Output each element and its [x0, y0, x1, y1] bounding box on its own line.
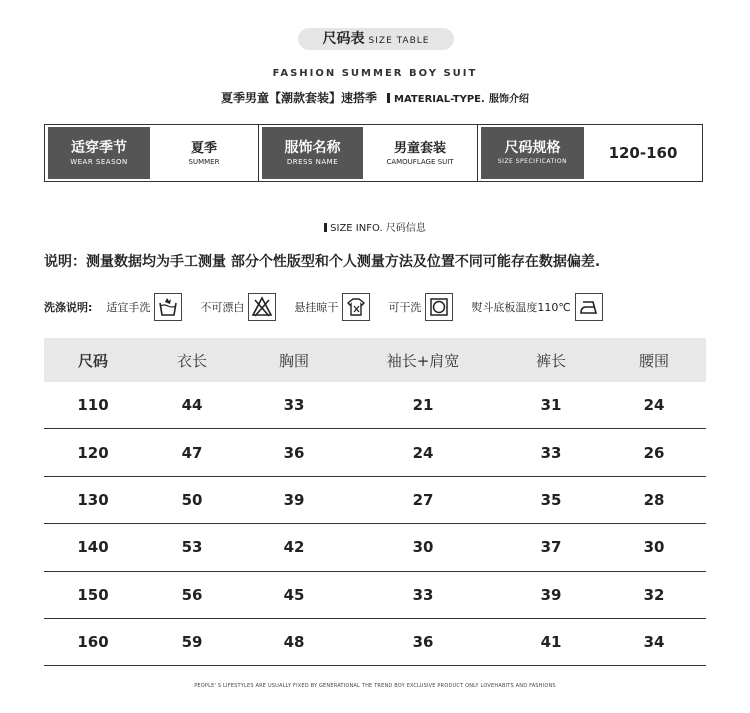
size-spec-value [584, 127, 702, 179]
wash-title: 洗涤说明: [44, 301, 93, 314]
size-table [44, 338, 706, 666]
hang-dry-icon [342, 293, 370, 321]
header-chest: 胸围 [278, 351, 309, 370]
material-type-label: MATERIAL-TYPE. [394, 94, 485, 105]
header-pants-length: 裤长 [535, 351, 566, 370]
cell-pants-length: 37 [540, 538, 562, 557]
season-value-cn: 夏季 [190, 140, 217, 156]
hand-wash-icon [154, 293, 182, 321]
product-title-line [0, 89, 750, 106]
cell-pants-length: 33 [540, 443, 562, 462]
no-bleach-icon [248, 293, 276, 321]
cell-size: 140 [77, 538, 109, 557]
product-title-en: FASHION SUMMER BOY SUIT [272, 68, 478, 79]
size-range: 120-160 [608, 143, 678, 162]
cell-pants-length: 39 [540, 585, 562, 604]
cell-chest: 36 [283, 443, 305, 462]
cell-waist: 24 [643, 396, 665, 415]
dry-clean-icon [425, 293, 453, 321]
measurement-note: 说明：测量数据均为手工测量 部分个性版型和个人测量方法及位置不同可能存在数据偏差. [44, 254, 601, 270]
cell-size: 120 [77, 443, 109, 462]
cell-pants-length: 41 [540, 633, 562, 652]
cell-size: 150 [77, 585, 109, 604]
wash-label-no-bleach: 不可漂白 [200, 301, 245, 314]
size-info-heading [0, 219, 750, 234]
cell-chest: 42 [283, 538, 305, 557]
cell-waist: 32 [643, 585, 665, 604]
footer-tagline: PEOPLE' S LIFESTYLES ARE USUALLY FIXED BY GENERATIONAL THE TREND BOY EXCLUSIVE PRODUCT ONLY LOVEHABITS AND FASHIONS [194, 683, 556, 689]
dress-name-value [363, 127, 477, 179]
header-sleeve-shoulder: 袖长+肩宽 [386, 351, 460, 370]
size-info-en: SIZE INFO. [330, 223, 383, 234]
season-label-en: WEAR SEASON [70, 157, 128, 166]
table-row [44, 619, 706, 666]
cell-size: 110 [77, 396, 109, 415]
season-label-cn: 适穿季节 [71, 139, 127, 156]
material-type-cn: 服饰介绍 [489, 94, 529, 105]
dress-name-label-cn: 服饰名称 [284, 139, 341, 156]
cell-length: 53 [181, 538, 203, 557]
dress-name-value-cn: 男童套装 [393, 140, 446, 156]
cell-chest: 33 [283, 396, 305, 415]
cell-pants-length: 31 [540, 396, 562, 415]
wash-label-hand-wash: 适宜手洗 [106, 301, 151, 314]
marker-bar [387, 93, 390, 103]
header-length: 衣长 [176, 351, 207, 370]
size-spec-label-cn: 尺码规格 [504, 139, 561, 156]
cell-size: 160 [77, 633, 109, 652]
cell-sleeve-shoulder: 24 [412, 443, 434, 462]
divider [477, 125, 478, 181]
size-info-cn: 尺码信息 [385, 223, 426, 234]
product-title-cn: 夏季男童【潮款套装】速搭季 [220, 91, 377, 105]
header-size: 尺码 [77, 351, 108, 370]
marker-bar [324, 223, 327, 232]
wash-label-iron: 熨斗底板温度110℃ [471, 301, 571, 314]
cell-chest: 39 [283, 490, 305, 509]
wash-label-dry-clean: 可干洗 [388, 301, 422, 314]
cell-waist: 30 [643, 538, 665, 557]
dress-name-value-en: CAMOUFLAGE SUIT [386, 157, 454, 166]
size-spec-label-en: SIZE SPECIFICATION [497, 157, 568, 165]
dress-name-label-en: DRESS NAME [286, 157, 339, 166]
season-value [150, 127, 258, 179]
cell-chest: 48 [283, 633, 305, 652]
table-row [44, 382, 706, 429]
cell-sleeve-shoulder: 33 [412, 585, 434, 604]
size-table-badge [298, 28, 454, 50]
table-row [44, 572, 706, 619]
cell-length: 47 [181, 443, 203, 462]
season-label [48, 127, 150, 179]
cell-waist: 26 [643, 443, 665, 462]
cell-sleeve-shoulder: 36 [412, 633, 434, 652]
cell-sleeve-shoulder: 21 [412, 396, 434, 415]
cell-length: 44 [181, 396, 203, 415]
cell-chest: 45 [283, 585, 305, 604]
cell-length: 59 [181, 633, 203, 652]
table-row [44, 429, 706, 476]
cell-sleeve-shoulder: 27 [412, 490, 434, 509]
cell-sleeve-shoulder: 30 [412, 538, 434, 557]
spec-box [44, 124, 703, 182]
table-row [44, 477, 706, 524]
wash-instructions [44, 290, 706, 324]
header-waist: 腰围 [638, 351, 669, 370]
season-value-en: SUMMER [188, 157, 220, 166]
cell-length: 56 [181, 585, 203, 604]
table-header [44, 338, 706, 382]
size-table-title-cn: 尺码表 [322, 31, 365, 47]
size-spec-label [481, 127, 584, 179]
table-row [44, 524, 706, 571]
cell-pants-length: 35 [540, 490, 562, 509]
cell-length: 50 [181, 490, 203, 509]
cell-size: 130 [77, 490, 109, 509]
wash-label-hang-dry: 悬挂晾干 [294, 301, 339, 314]
size-table-title-en: SIZE TABLE [368, 36, 430, 46]
dress-name-label [262, 127, 363, 179]
iron-icon [575, 293, 603, 321]
cell-waist: 28 [643, 490, 665, 509]
divider [258, 125, 259, 181]
cell-waist: 34 [643, 633, 665, 652]
